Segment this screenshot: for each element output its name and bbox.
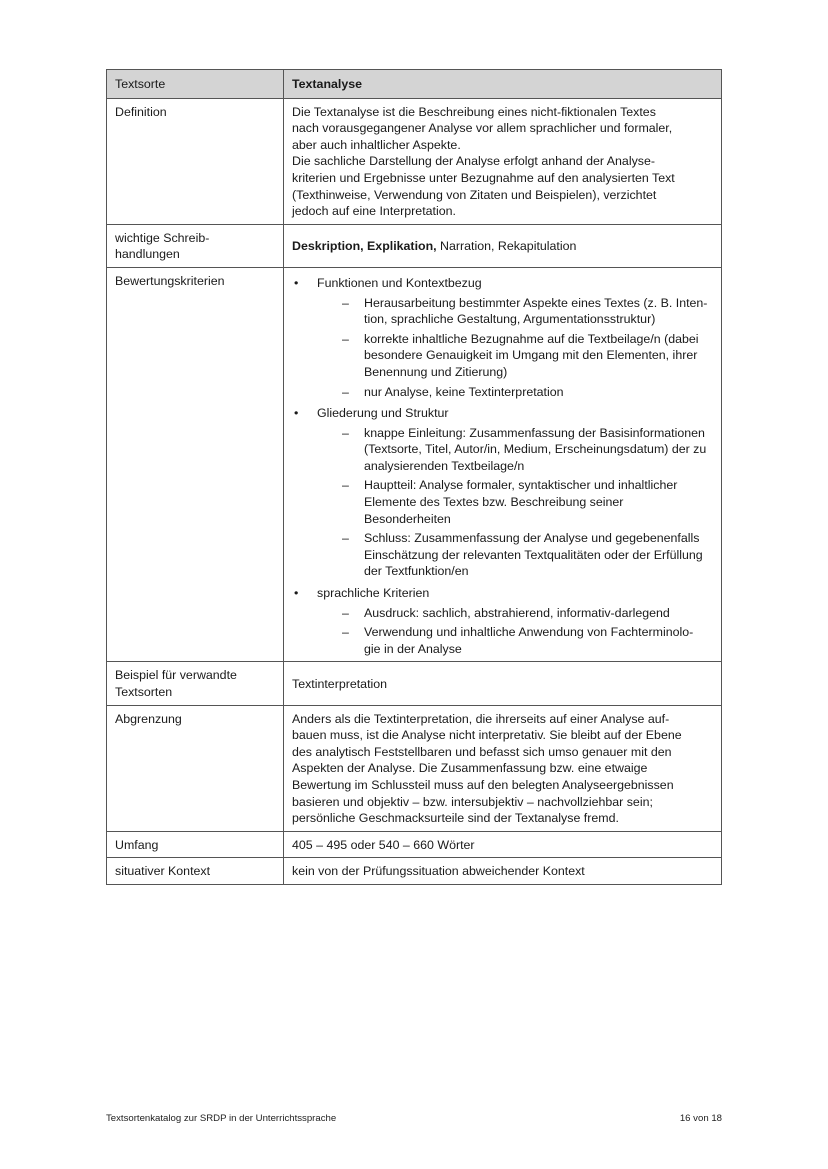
subitem-line: Einschätzung der relevanten Textqualitäten oder der Erfüllung (364, 547, 703, 562)
beispiel-row (107, 662, 722, 705)
subitem-line: Herausarbeitung bestimmter Aspekte eines Textes (z. B. Inten- (364, 295, 708, 310)
bewertung-row (107, 267, 722, 661)
definition-line: aber auch inhaltlicher Aspekte. (292, 137, 461, 152)
dash-glyph: – (342, 478, 349, 493)
header-value-cell: Textanalyse (284, 70, 722, 99)
criteria-group (292, 405, 713, 580)
definition-line: (Texthinweise, Verwendung von Zitaten und Beispielen), verzichtet (292, 187, 657, 202)
criteria-group (292, 275, 713, 400)
bullet-glyph: • (294, 586, 299, 601)
definition-line: nach vorausgegangener Analyse vor allem sprachlicher und formaler, (292, 121, 673, 136)
subitem-line: Elemente des Textes bzw. Beschreibung seiner Besonderheiten (364, 495, 624, 526)
subitem-line: nur Analyse, keine Textinterpretation (364, 384, 564, 399)
abgrenzung-line: basieren und objektiv – bzw. intersubjektiv – nachvollziehbar sein; (292, 794, 653, 809)
header-label-cell: Textsorte (107, 70, 284, 99)
bullet-glyph: • (294, 406, 299, 421)
subitem-line: Verwendung und inhaltliche Anwendung von Fachterminolo- (364, 625, 694, 640)
criteria-sublist (317, 425, 713, 580)
schreibhandlungen-row (107, 224, 722, 267)
definition-line: jedoch auf eine Interpretation. (292, 204, 456, 219)
schreibhandlungen-bold: Deskription, Explikation, (292, 239, 437, 254)
subitem-line: knappe Einleitung: Zusammenfassung der Basisinformationen (364, 425, 705, 440)
subitem-line: besondere Genauigkeit im Umgang mit den Elementen, ihrer (364, 348, 698, 363)
criteria-group-title: Funktionen und Kontextbezug (317, 275, 482, 290)
dash-glyph: – (342, 384, 349, 399)
dash-glyph: – (342, 425, 349, 440)
beispiel-label (107, 662, 284, 705)
dash-glyph: – (342, 295, 349, 310)
definition-line: Die sachliche Darstellung der Analyse erfolgt anhand der Analyse- (292, 154, 655, 169)
criteria-subitem (317, 331, 713, 381)
abgrenzung-row (107, 705, 722, 831)
abgrenzung-line: des analytisch Feststellbaren und befasst sich umso genauer mit den (292, 744, 672, 759)
definition-row (107, 98, 722, 224)
umfang-label: Umfang (107, 831, 284, 858)
bullet-glyph: • (294, 275, 299, 290)
abgrenzung-label: Abgrenzung (107, 705, 284, 831)
criteria-subitem (317, 425, 713, 475)
schreibhandlungen-value (284, 224, 722, 267)
criteria-sublist (317, 605, 713, 658)
kontext-label: situativer Kontext (107, 858, 284, 885)
definition-label: Definition (107, 98, 284, 224)
criteria-subitem (317, 530, 713, 580)
definition-value (284, 98, 722, 224)
bewertung-value (284, 267, 722, 661)
textsorte-table (106, 69, 722, 885)
label-line: Textsorten (115, 685, 173, 699)
subitem-line: korrekte inhaltliche Bezugnahme auf die Textbeilage/n (dabei (364, 331, 699, 346)
criteria-subitem (317, 295, 713, 328)
abgrenzung-value (284, 705, 722, 831)
kontext-row (107, 858, 722, 885)
definition-line: kriterien und Ergebnisse unter Bezugnahme auf den analysierten Text (292, 170, 675, 185)
criteria-group (292, 585, 713, 657)
subitem-line: Benennung und Zitierung) (364, 364, 508, 379)
criteria-list (292, 275, 713, 657)
criteria-sublist (317, 295, 713, 401)
abgrenzung-line: persönliche Geschmacksurteile sind der Textanalyse fremd. (292, 811, 619, 826)
bewertung-label: Bewertungskriterien (107, 267, 284, 661)
footer-title: Textsortenkatalog zur SRDP in der Unterrichtssprache (106, 1113, 337, 1124)
umfang-row (107, 831, 722, 858)
label-line: Beispiel für verwandte (115, 668, 237, 683)
schreibhandlungen-label (107, 224, 284, 267)
beispiel-value: Textinterpretation (284, 662, 722, 705)
subitem-line: Ausdruck: sachlich, abstrahierend, informativ-darlegend (364, 605, 670, 620)
subitem-line: (Textsorte, Titel, Autor/in, Medium, Erscheinungsdatum) der zu (364, 442, 707, 457)
definition-line: Die Textanalyse ist die Beschreibung eines nicht-fiktionalen Textes (292, 104, 656, 119)
subitem-line: der Textfunktion/en (364, 564, 469, 579)
dash-glyph: – (342, 625, 349, 640)
abgrenzung-line: Aspekten der Analyse. Die Zusammenfassung bzw. eine etwaige (292, 761, 648, 776)
subitem-line: Schluss: Zusammenfassung der Analyse und gegebenenfalls (364, 531, 700, 546)
criteria-group-title: sprachliche Kriterien (317, 586, 430, 601)
subitem-line: analysierenden Textbeilage/n (364, 458, 525, 473)
dash-glyph: – (342, 331, 349, 346)
dash-glyph: – (342, 605, 349, 620)
abgrenzung-line: bauen muss, ist die Analyse nicht interpretativ. Sie bleibt auf der Ebene (292, 728, 682, 743)
subitem-line: tion, sprachliche Gestaltung, Argumentationsstruktur) (364, 312, 656, 327)
kontext-value: kein von der Prüfungssituation abweichender Kontext (284, 858, 722, 885)
subitem-line: Hauptteil: Analyse formaler, syntaktischer und inhaltlicher (364, 478, 678, 493)
criteria-subitem (317, 477, 713, 527)
umfang-value: 405 – 495 oder 540 – 660 Wörter (284, 831, 722, 858)
label-line: handlungen (115, 247, 180, 262)
subitem-line: gie in der Analyse (364, 641, 462, 656)
abgrenzung-line: Anders als die Textinterpretation, die ihrerseits auf einer Analyse auf- (292, 711, 670, 726)
criteria-group-title: Gliederung und Struktur (317, 406, 449, 421)
criteria-subitem (317, 384, 713, 401)
page-number: 16 von 18 (679, 1113, 722, 1124)
table-header-row (107, 70, 722, 99)
label-line: wichtige Schreib- (115, 230, 210, 245)
criteria-subitem (317, 624, 713, 657)
criteria-subitem (317, 605, 713, 622)
schreibhandlungen-rest: Narration, Rekapitulation (436, 239, 577, 254)
abgrenzung-line: Bewertung im Schlussteil muss auf den belegten Analyseergebnissen (292, 777, 674, 792)
dash-glyph: – (342, 531, 349, 546)
